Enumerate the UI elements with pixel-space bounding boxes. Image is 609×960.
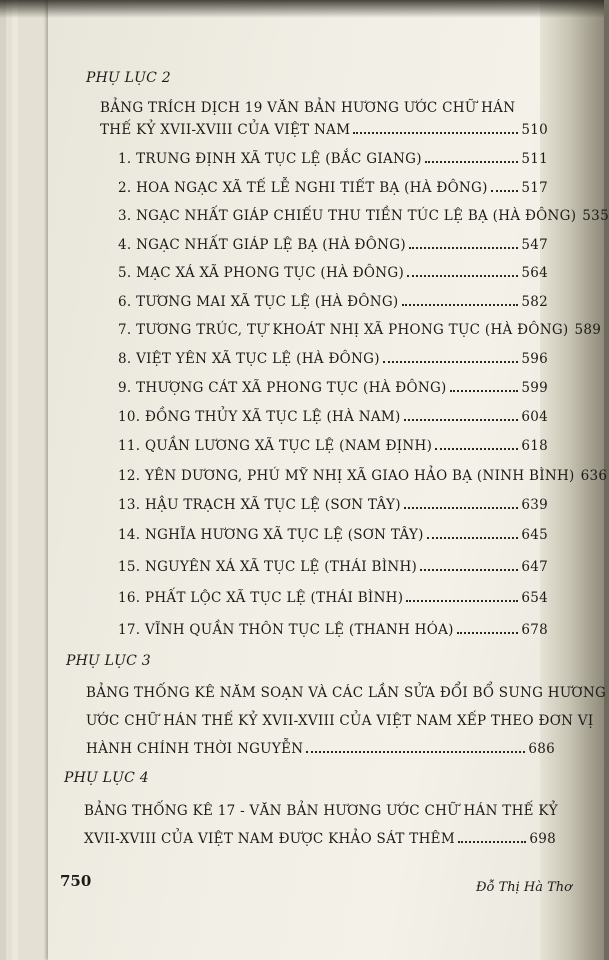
toc-page-number: 582 xyxy=(521,294,548,310)
appendix-4-line-2 xyxy=(84,831,556,847)
toc-page-number: 618 xyxy=(521,438,548,454)
toc-entry-text: 17. VĨNH QUẦN THÔN TỤC LỆ (THANH HÓA) xyxy=(118,622,454,638)
appendix-3-heading: PHỤ LỤC 3 xyxy=(66,653,151,669)
dot-leader xyxy=(409,247,518,249)
toc-page-number: 698 xyxy=(529,831,556,847)
toc-entry xyxy=(118,409,548,425)
appendix-3-line-3 xyxy=(86,741,555,757)
dot-leader xyxy=(457,632,519,634)
dot-leader xyxy=(458,841,526,843)
toc-entry-text: 6. TƯƠNG MAI XÃ TỤC LỆ (HÀ ĐÔNG) xyxy=(118,294,399,310)
dot-leader xyxy=(435,448,518,450)
toc-entry-text: 13. HẬU TRẠCH XÃ TỤC LỆ (SƠN TÂY) xyxy=(118,497,401,513)
toc-page-number: 510 xyxy=(521,122,548,138)
page-number: 750 xyxy=(60,872,92,890)
toc-entry-text: THẾ KỶ XVII-XVIII CỦA VIỆT NAM xyxy=(100,122,351,138)
toc-entry xyxy=(118,151,548,167)
toc-entry xyxy=(118,527,548,543)
toc-page-number: 678 xyxy=(521,622,548,638)
toc-entry-text: 4. NGẠC NHẤT GIÁP LỆ BẠ (HÀ ĐÔNG) xyxy=(118,237,406,253)
toc-entry-text: 16. PHẤT LỘC XÃ TỤC LỆ (THÁI BÌNH) xyxy=(118,590,404,606)
dot-leader xyxy=(450,390,519,392)
toc-entry xyxy=(118,265,548,281)
toc-entry xyxy=(118,237,548,253)
toc-page-number: 547 xyxy=(521,237,548,253)
toc-page-number: 599 xyxy=(521,380,548,396)
dot-leader xyxy=(407,275,518,277)
toc-page-number: 564 xyxy=(521,265,548,281)
toc-page-number: 654 xyxy=(521,590,548,606)
toc-entry-text: HÀNH CHÍNH THỜI NGUYỄN xyxy=(86,741,304,757)
toc-entry xyxy=(118,351,548,367)
toc-entry xyxy=(118,380,548,396)
toc-page-number: 596 xyxy=(521,351,548,367)
toc-entry-text: 3. NGẠC NHẤT GIÁP CHIẾU THU TIỀN TÚC LỆ BẠ (HÀ ĐÔNG) xyxy=(118,208,577,224)
toc-page-number: 686 xyxy=(528,741,555,757)
toc-entry xyxy=(118,497,548,513)
dot-leader xyxy=(406,600,518,602)
toc-entry-text: 11. QUẦN LƯƠNG XÃ TỤC LỆ (NAM ĐỊNH) xyxy=(118,438,433,454)
dot-leader xyxy=(404,419,519,421)
toc-entry-text: 1. TRUNG ĐỊNH XÃ TỤC LỆ (BẮC GIANG) xyxy=(118,151,422,167)
toc-entry xyxy=(118,590,548,606)
dot-leader xyxy=(427,537,519,539)
dot-leader xyxy=(306,751,525,753)
running-footer-author: Đỗ Thị Hà Thơ xyxy=(476,880,573,895)
toc-entry xyxy=(118,438,548,454)
toc-entry xyxy=(118,294,548,310)
dot-leader xyxy=(420,569,518,571)
toc-page-number: 647 xyxy=(521,559,548,575)
toc-page-number: 639 xyxy=(521,497,548,513)
toc-entry-text: 14. NGHĨA HƯƠNG XÃ TỤC LỆ (SƠN TÂY) xyxy=(118,527,424,543)
toc-entry-text: 2. HOA NGẠC XÃ TẾ LỄ NGHI TIẾT BẠ (HÀ ĐÔNG) xyxy=(118,180,488,196)
appendix-4-line-1: BẢNG THỐNG KÊ 17 - VĂN BẢN HƯƠNG ƯỚC CHỮ HÁN THẾ KỶ xyxy=(84,803,559,819)
toc-page-number: 636 xyxy=(580,468,608,484)
toc-page-number: 535 xyxy=(582,208,609,224)
toc-entry-text: 15. NGUYÊN XÁ XÃ TỤC LỆ (THÁI BÌNH) xyxy=(118,559,418,575)
toc-page-number: 589 xyxy=(574,322,602,338)
toc-entry-text: 7. TƯƠNG TRÚC, TỰ KHOÁT NHỊ XÃ PHONG TỤC (HÀ ĐÔNG) xyxy=(118,322,569,338)
dot-leader xyxy=(425,161,519,163)
toc-entry-text: 9. THƯỢNG CÁT XÃ PHONG TỤC (HÀ ĐÔNG) xyxy=(118,380,447,396)
toc-entry-text: XVII-XVIII CỦA VIỆT NAM ĐƯỢC KHẢO SÁT THÊM xyxy=(84,831,455,847)
toc-page-number: 511 xyxy=(521,151,548,167)
appendix-4-heading: PHỤ LỤC 4 xyxy=(64,770,149,786)
appendix-2-title-line-1: BẢNG TRÍCH DỊCH 19 VĂN BẢN HƯƠNG ƯỚC CHỮ HÁN xyxy=(100,100,516,116)
toc-entry xyxy=(118,180,548,196)
toc-entry-text: 8. VIỆT YÊN XÃ TỤC LỆ (HÀ ĐÔNG) xyxy=(118,351,380,367)
toc-page-number: 517 xyxy=(521,180,548,196)
toc-entry-text: 10. ĐỒNG THỦY XÃ TỤC LỆ (HÀ NAM) xyxy=(118,409,401,425)
appendix-2-heading: PHỤ LỤC 2 xyxy=(86,70,171,86)
toc-entry xyxy=(118,208,609,224)
appendix-3-line-2: ƯỚC CHỮ HÁN THẾ KỶ XVII-XVIII CỦA VIỆT NAM XẾP THEO ĐƠN VỊ xyxy=(86,713,594,729)
dot-leader xyxy=(383,361,519,363)
appendix-2-title-line-2 xyxy=(100,122,548,138)
toc-entry-text: 5. MẠC XÁ XÃ PHONG TỤC (HÀ ĐÔNG) xyxy=(118,265,405,281)
toc-page-number: 604 xyxy=(521,409,548,425)
toc-entry xyxy=(118,468,608,484)
toc-entry xyxy=(118,322,602,338)
dot-leader xyxy=(402,304,519,306)
dot-leader xyxy=(404,507,519,509)
toc-entry xyxy=(118,622,548,638)
dot-leader xyxy=(491,190,519,192)
toc-entry-text: 12. YÊN DƯƠNG, PHÚ MỸ NHỊ XÃ GIAO HẢO BẠ (NINH BÌNH) xyxy=(118,468,575,484)
appendix-3-line-1: BẢNG THỐNG KÊ NĂM SOẠN VÀ CÁC LẦN SỬA ĐỔI BỔ SUNG HƯƠNG xyxy=(86,685,607,701)
toc-entry xyxy=(118,559,548,575)
dot-leader xyxy=(353,132,518,134)
toc-page-number: 645 xyxy=(521,527,548,543)
